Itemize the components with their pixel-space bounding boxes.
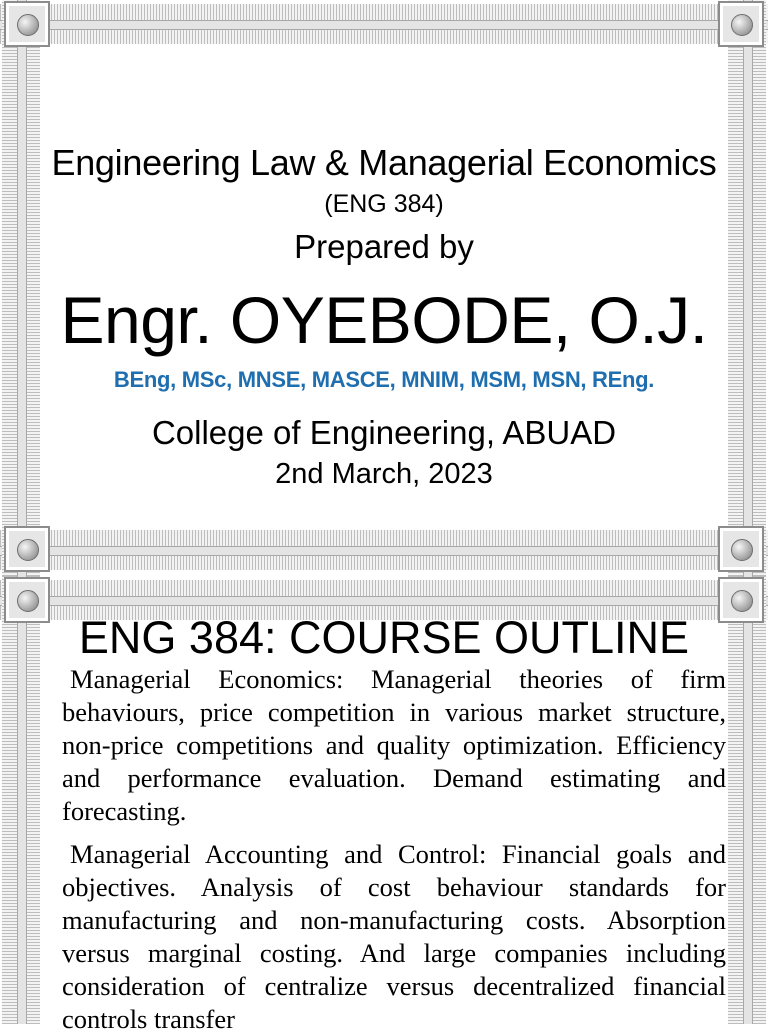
frame-left-bar (2, 0, 40, 576)
frame-left-bar (2, 576, 40, 1024)
course-title: Engineering Law & Managerial Economics (51, 142, 717, 183)
frame-bottom-bar (0, 530, 768, 570)
outline-paragraph: Managerial Economics: Managerial theories of firm behaviours, price competition in various market structure, non-price competitions and quality optimization. Efficiency and performance evaluation. Demand estimating and forecasting. (62, 664, 726, 826)
outline-heading: ENG 384: COURSE OUTLINE (78, 612, 690, 663)
author-name: Engr. OYEBODE, O.J. (60, 283, 708, 357)
institution: College of Engineering, ABUAD (151, 414, 617, 451)
corner-rivet-icon (718, 1, 764, 47)
course-code: (ENG 384) (324, 190, 444, 218)
outline-paragraph: Managerial Accounting and Control: Financial goals and objectives. Analysis of cost behaviour standards for manufacturing and non-manufacturing costs. Absorption versus marginal costing. And large companies including consideration of centralize versus decentralized financial controls transfer (62, 839, 726, 1034)
presentation-date: 2nd March, 2023 (275, 458, 493, 490)
frame-top-bar (0, 4, 768, 44)
corner-rivet-icon (718, 526, 764, 572)
frame-right-bar (728, 576, 766, 1024)
prepared-by-label: Prepared by (294, 228, 474, 265)
corner-rivet-icon (4, 526, 50, 572)
author-credentials: BEng, MSc, MNSE, MASCE, MNIM, MSM, MSN, REng. (113, 367, 655, 392)
corner-rivet-icon (4, 1, 50, 47)
frame-right-bar (728, 0, 766, 576)
